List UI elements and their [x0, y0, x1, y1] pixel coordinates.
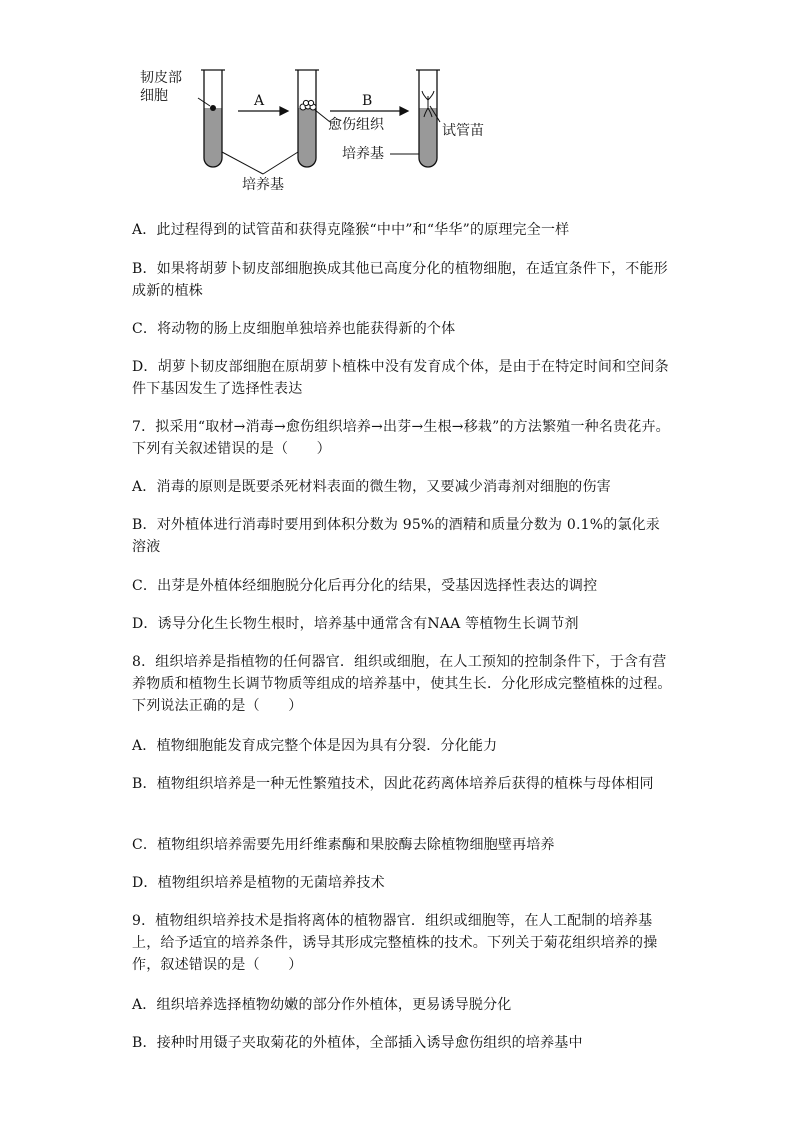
q8-option-b: B．植物组织培养是一种无性繁殖技术，因此花药离体培养后获得的植株与母体相同 — [132, 776, 654, 792]
arrow-b-label: B — [362, 93, 373, 109]
callus-tissue — [300, 100, 316, 110]
phloem-label-line2: 细胞 — [140, 88, 168, 104]
q6-option-b: B．如果将胡萝卜韧皮部细胞换成其他已高度分化的植物细胞，在适宜条件下，不能形成新的植株 — [132, 261, 668, 299]
q9-option-b: B．接种时用镊子夹取菊花的外植体，全部插入诱导愈伤组织的培养基中 — [132, 1035, 583, 1051]
callus-label: 愈伤组织 — [328, 117, 384, 133]
test-tube-2 — [295, 70, 319, 167]
q8-option-a: A．植物细胞能发育成完整个体是因为具有分裂．分化能力 — [132, 738, 498, 754]
q7-stem: 7．拟采用“取材→消毒→愈伤组织培养→出芽→生根→移栽”的方法繁殖一种名贵花卉。下列有关叙述错误的是（ ） — [132, 419, 670, 457]
medium-label-right: 培养基 — [342, 146, 384, 162]
q8-option-c: C．植物组织培养需要先用纤维素酶和果胶酶去除植物细胞壁再培养 — [132, 837, 555, 853]
test-tube-1 — [201, 70, 225, 167]
q6-option-c: C．将动物的肠上皮细胞单独培养也能获得新的个体 — [132, 321, 456, 337]
q8-option-d: D．植物组织培养是植物的无菌培养技术 — [132, 875, 385, 891]
q6-option-a: A．此过程得到的试管苗和获得克隆猴“中中”和“华华”的原理完全一样 — [132, 222, 570, 238]
q9-option-a: A．组织培养选择植物幼嫩的部分作外植体，更易诱导脱分化 — [132, 997, 512, 1013]
q9-stem: 9．植物组织培养技术是指将离体的植物器官．组织或细胞等，在人工配制的培养基上，给予适宜的培养条件，诱导其形成完整植株的技术。下列关于菊花组织培养的操作，叙述错误的是（ ） — [132, 913, 658, 973]
test-tube-3 — [416, 70, 440, 167]
q7-option-d: D．诱导分化生长物生根时，培养基中通常含有NAA 等植物生长调节剂 — [132, 616, 579, 632]
phloem-label-line1: 韧皮部 — [140, 70, 182, 86]
q7-option-a: A．消毒的原则是既要杀死材料表面的微生物，又要减少消毒剂对细胞的伤害 — [132, 479, 611, 495]
q8-stem: 8．组织培养是指植物的任何器官．组织或细胞，在人工预知的控制条件下，于含有营养物质和植物生长调节物质等组成的培养基中，使其生长．分化形成完整植株的过程。下列说法正确的是（ ） — [132, 654, 672, 714]
plantlet-label: 试管苗 — [442, 123, 484, 139]
q6-option-d: D．胡萝卜韧皮部细胞在原胡萝卜植株中没有发育成个体，是由于在特定时间和空间条件下基因发生了选择性表达 — [132, 359, 669, 397]
q7-option-c: C．出芽是外植体经细胞脱分化后再分化的结果，受基因选择性表达的调控 — [132, 578, 598, 594]
test-tube-diagram — [130, 62, 530, 202]
arrow-a-label: A — [254, 93, 265, 109]
phloem-cell-piece — [210, 105, 216, 111]
medium-label-bottom: 培养基 — [242, 177, 284, 193]
q7-option-b: B．对外植体进行消毒时要用到体积分数为 95%的酒精和质量分数为 0.1%的氯化汞溶液 — [132, 517, 661, 555]
